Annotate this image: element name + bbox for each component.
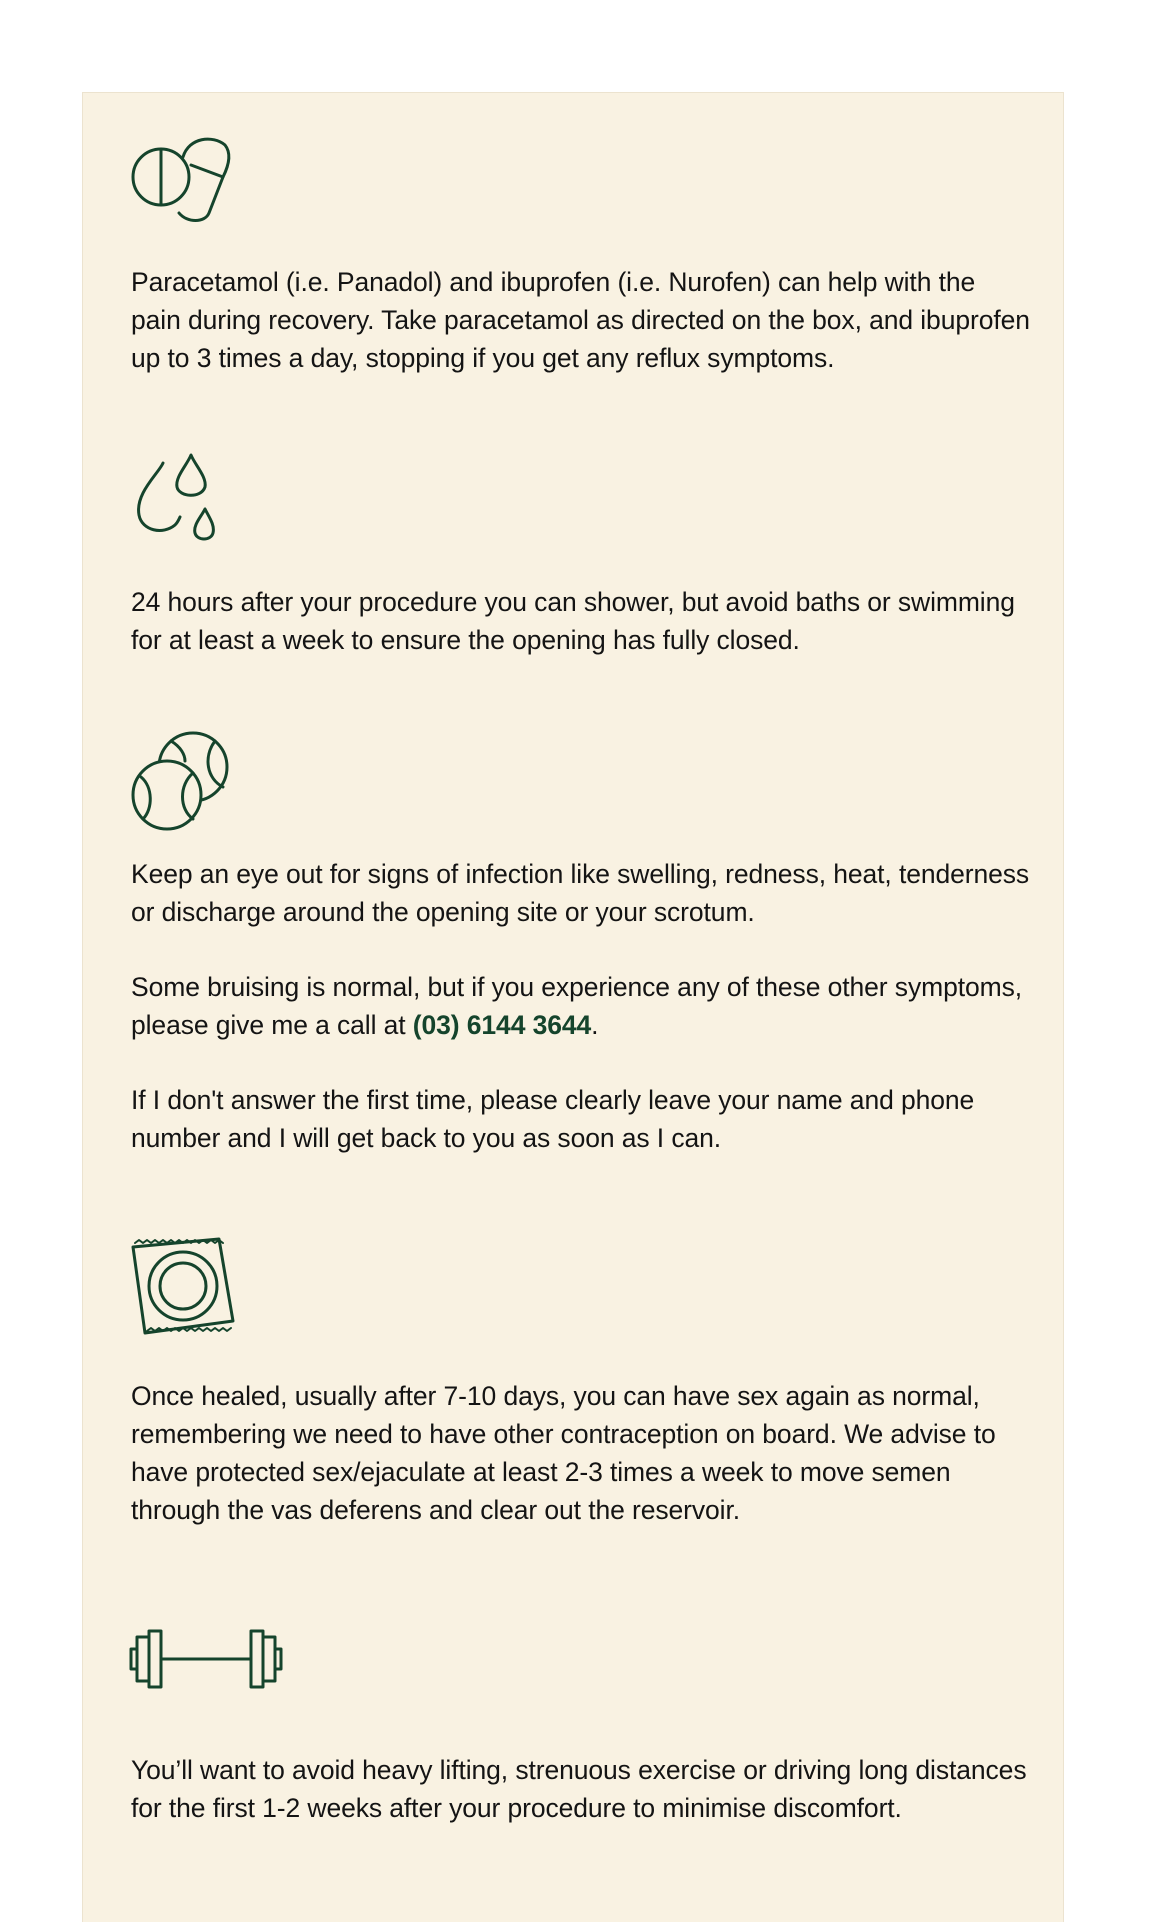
section-showering [131, 451, 1031, 659]
section-infection [131, 727, 1031, 1157]
voicemail-text: If I don't answer the first time, please clearly leave your name and phone number and I will get back to you as soon as I can. [131, 1085, 975, 1153]
exercise-text: You’ll want to avoid heavy lifting, strenuous exercise or driving long distances for the first 1-2 weeks after your procedure to minimise discomfort. [131, 1755, 1027, 1823]
condom-wrapper-icon [131, 1235, 1031, 1339]
tennis-balls-icon [131, 727, 1031, 831]
section-sex [131, 1235, 1031, 1529]
sex-advice-text: Once healed, usually after 7-10 days, you can have sex again as normal, remembering we need to have other contraception on board. We advise to have protected sex/ejaculate at least 2-3 times a week to move semen through the vas deferens and clear out the reservoir. [131, 1381, 996, 1525]
section-pain-relief [131, 131, 1031, 377]
pain-relief-text: Paracetamol (i.e. Panadol) and ibuprofen (i.e. Nurofen) can help with the pain during recovery. Take paracetamol as directed on the box, and ibuprofen up to 3 times a day, stopping if you get any reflux symptoms. [131, 267, 1030, 373]
bruising-text [131, 968, 1031, 1044]
section-exercise [131, 1631, 1031, 1827]
dumbbell-icon [131, 1631, 1031, 1687]
showering-text: 24 hours after your procedure you can shower, but avoid baths or swimming for at least a week to ensure the opening has fully closed. [131, 587, 1015, 655]
aftercare-card [82, 92, 1064, 1922]
bruising-text-suffix: . [591, 1010, 599, 1040]
water-drops-icon [131, 451, 1031, 551]
infection-signs-text: Keep an eye out for signs of infection like swelling, redness, heat, tenderness or discharge around the opening site or your scrotum. [131, 859, 1030, 927]
pill-capsule-icon [131, 131, 1031, 223]
phone-number-link[interactable]: (03) 6144 3644 [412, 1010, 592, 1040]
bruising-text-body: Some bruising is normal, but if you experience any of these other symptoms, please give me a call at [131, 972, 1022, 1040]
